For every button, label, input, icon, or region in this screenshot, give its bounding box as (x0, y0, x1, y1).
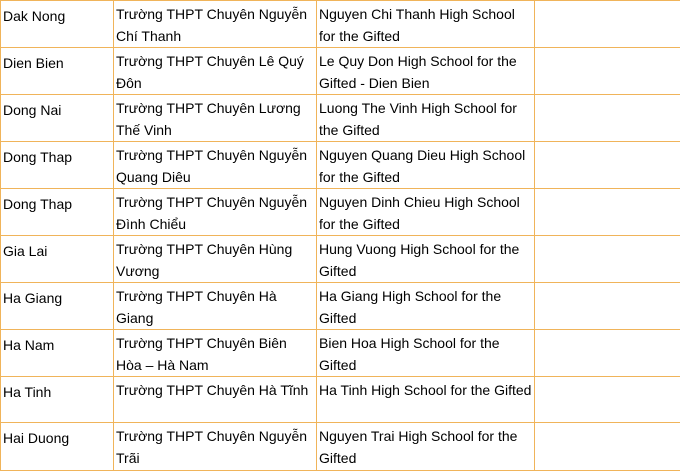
english-name-cell: Ha Giang High School for the Gifted (317, 283, 535, 330)
extra-cell (535, 1, 680, 48)
vietnamese-name-cell: Trường THPT Chuyên Nguyễn Trãi (114, 423, 317, 471)
extra-cell (535, 423, 680, 471)
english-name-cell: Nguyen Quang Dieu High School for the Gifted (317, 142, 535, 189)
province-cell (1, 142, 114, 189)
province-cell (1, 423, 114, 471)
vietnamese-name-cell: Trường THPT Chuyên Lê Quý Đôn (114, 48, 317, 95)
table-row (1, 423, 680, 471)
province-text: Gia Lai (3, 238, 111, 261)
vietnamese-name-cell: Trường THPT Chuyên Hùng Vương (114, 236, 317, 283)
extra-cell (535, 377, 680, 423)
province-cell (1, 283, 114, 330)
table-row (1, 377, 680, 423)
extra-cell (535, 142, 680, 189)
province-text: Dong Thap (3, 144, 111, 167)
table-row (1, 1, 680, 48)
province-cell (1, 189, 114, 236)
english-name-cell: Nguyen Trai High School for the Gifted (317, 423, 535, 471)
vietnamese-name-cell: Trường THPT Chuyên Nguyễn Đình Chiểu (114, 189, 317, 236)
extra-cell (535, 236, 680, 283)
table-row (1, 189, 680, 236)
province-text: Dong Thap (3, 191, 111, 214)
province-text: Dak Nong (3, 3, 111, 26)
table-row (1, 142, 680, 189)
province-text: Hai Duong (3, 425, 111, 448)
province-cell (1, 330, 114, 377)
province-cell (1, 95, 114, 142)
english-name-cell: Nguyen Chi Thanh High School for the Gifted (317, 1, 535, 48)
english-name-cell: Hung Vuong High School for the Gifted (317, 236, 535, 283)
table-row (1, 330, 680, 377)
extra-cell (535, 283, 680, 330)
english-name-cell: Bien Hoa High School for the Gifted (317, 330, 535, 377)
table-row (1, 95, 680, 142)
english-name-cell: Nguyen Dinh Chieu High School for the Gifted (317, 189, 535, 236)
vietnamese-name-cell: Trường THPT Chuyên Hà Giang (114, 283, 317, 330)
extra-cell (535, 330, 680, 377)
table-row (1, 283, 680, 330)
vietnamese-name-cell: Trường THPT Chuyên Nguyễn Quang Diêu (114, 142, 317, 189)
english-name-cell: Luong The Vinh High School for the Gifted (317, 95, 535, 142)
english-name-cell: Ha Tinh High School for the Gifted (317, 377, 535, 423)
province-cell (1, 236, 114, 283)
province-cell (1, 377, 114, 423)
province-text: Ha Tinh (3, 379, 111, 402)
province-cell (1, 1, 114, 48)
province-text: Dong Nai (3, 97, 111, 120)
extra-cell (535, 189, 680, 236)
table-row (1, 236, 680, 283)
extra-cell (535, 95, 680, 142)
vietnamese-name-cell: Trường THPT Chuyên Lương Thế Vinh (114, 95, 317, 142)
vietnamese-name-cell: Trường THPT Chuyên Biên Hòa – Hà Nam (114, 330, 317, 377)
province-text: Ha Nam (3, 332, 111, 355)
province-text: Ha Giang (3, 285, 111, 308)
province-text: Dien Bien (3, 50, 111, 73)
province-cell (1, 48, 114, 95)
vietnamese-name-cell: Trường THPT Chuyên Hà Tĩnh (114, 377, 317, 423)
table-row (1, 48, 680, 95)
vietnamese-name-cell: Trường THPT Chuyên Nguyễn Chí Thanh (114, 1, 317, 48)
english-name-cell: Le Quy Don High School for the Gifted - Dien Bien (317, 48, 535, 95)
extra-cell (535, 48, 680, 95)
